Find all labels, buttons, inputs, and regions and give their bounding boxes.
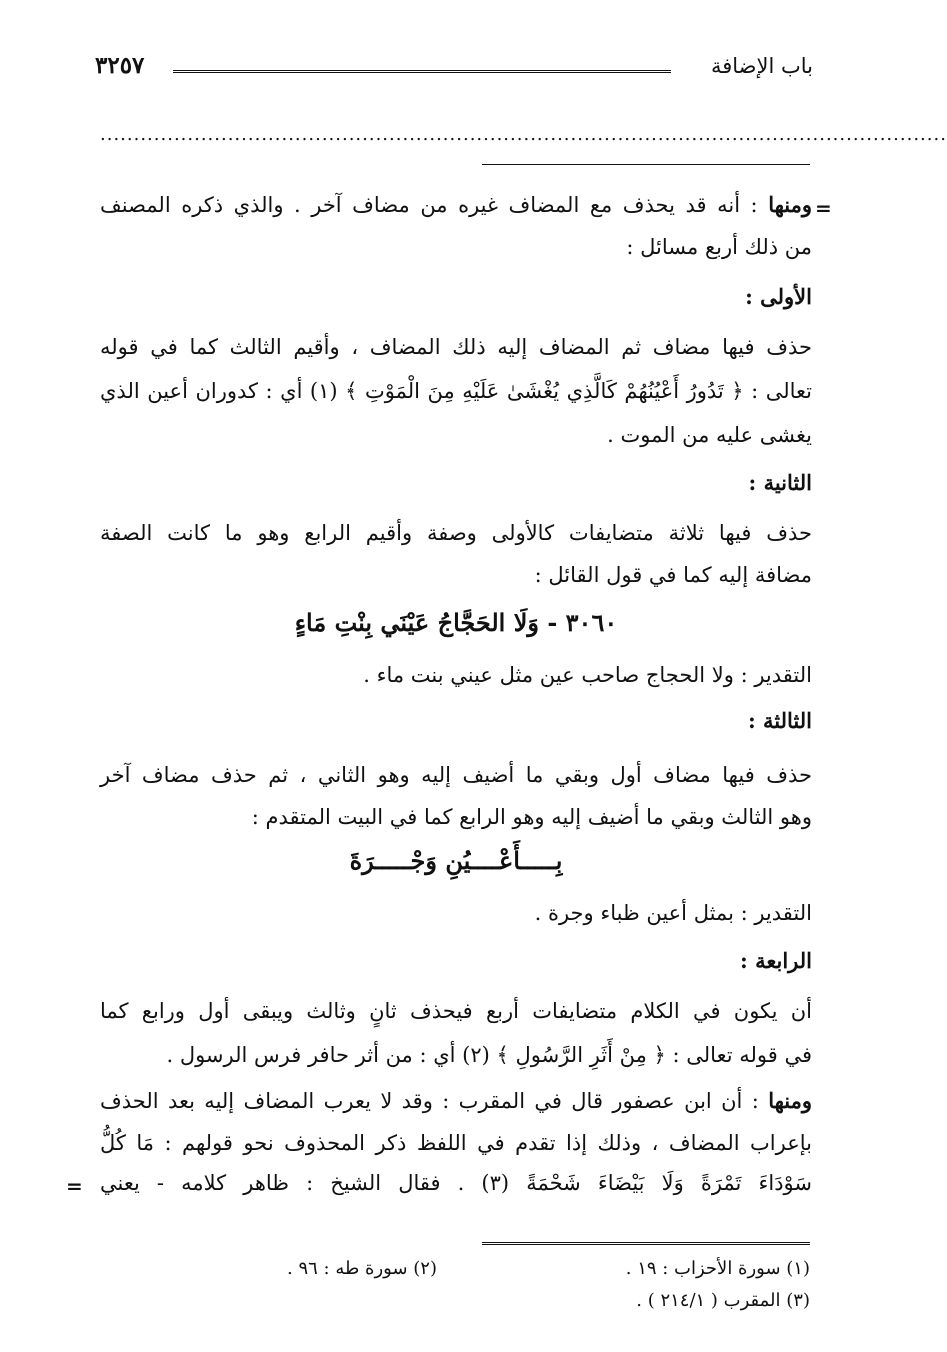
text-line: في قوله تعالى : ﴿ مِنْ أَثَرِ الرَّسُولِ ﴾ (٢) أي : من أثر حافر فرس الرسول .	[166, 1043, 812, 1067]
section-heading: الثالثة :	[747, 708, 812, 733]
separator-dots: ..............................................................................................................................	[100, 124, 947, 145]
section-heading: الثانية :	[748, 470, 812, 495]
text-line: وهو الثالث وبقي ما أضيف إليه وهو الرابع كما في البيت المتقدم :	[251, 805, 812, 829]
text-line: ومنها : أن ابن عصفور قال في المقرب : وقد لا يعرب المضاف إليه بعد الحذف	[100, 1088, 812, 1113]
text-line: ومنها : أنه قد يحذف مع المضاف غيره من مضاف آخر . والذي ذكره المصنف	[100, 192, 812, 217]
text-line: حذف فيها مضاف ثم المضاف إليه ذلك المضاف ، وأقيم الثالث كما في قوله	[100, 335, 812, 359]
section-heading: الأولى :	[745, 284, 812, 309]
poetry-fragment: بِـــــأَعْــــيُنِ وَجْـــــرَةَ	[349, 846, 563, 875]
text-line: أن يكون في الكلام متضايفات أربع فيحذف ثانٍ وثالث ويبقى أول ورابع كما	[100, 999, 812, 1023]
separator-rule	[482, 164, 810, 165]
text-line: تعالى : ﴿ تَدُورُ أَعْيُنُهُمْ كَالَّذِي يُغْشَىٰ عَلَيْهِ مِنَ الْمَوْتِ ﴾ (١) أي : كدوران أعين الذي	[100, 379, 812, 403]
text-line: التقدير : ولا الحجاج صاحب عين مثل عيني بنت ماء .	[363, 663, 812, 687]
text-line: حذف فيها مضاف أول وبقي ما أضيف إليه وهو الثاني ، ثم حذف مضاف آخر	[100, 763, 812, 787]
bold-lead: ومنها	[768, 1088, 812, 1113]
text-line: بإعراب المضاف ، وذلك إذا تقدم في اللفظ ذكر المحذوف نحو قولهم : مَا كُلُّ	[100, 1131, 812, 1155]
text-line: حذف فيها ثلاثة متضايفات كالأولى وصفة وأقيم الرابع وهو ما كانت الصفة	[100, 521, 812, 545]
text-line: سَوْدَاءَ تَمْرَةً وَلَا بَيْضَاءَ شَحْمَةً (٣) . فقال الشيخ : ظاهر كلامه - يعني	[100, 1171, 812, 1195]
poetry-verse: ٣٠٦٠ - وَلَا الحَجَّاجُ عَيْنَي بِنْتِ مَاءٍ	[294, 608, 618, 637]
text-line: التقدير : بمثل أعين ظباء وجرة .	[534, 901, 812, 925]
text-line: يغشى عليه من الموت .	[607, 423, 812, 447]
continuation-mark: =	[815, 196, 832, 220]
page-header	[95, 52, 813, 92]
chapter-title: باب الإضافة	[710, 54, 813, 78]
text-line: مضافة إليه كما في قول القائل :	[534, 563, 812, 587]
footnote-3: (٣) المقرب ( ٢١٤/١ ) .	[636, 1290, 810, 1311]
footnote-rule	[482, 1242, 810, 1245]
bold-lead: ومنها	[768, 192, 812, 217]
end-continuation-mark: =	[66, 1174, 83, 1198]
section-heading: الرابعة :	[740, 948, 812, 973]
body-text	[100, 188, 812, 1238]
text-line: من ذلك أربع مسائل :	[626, 235, 812, 259]
footnote-2: (٢) سورة طه : ٩٦ .	[287, 1258, 437, 1279]
header-rule	[173, 70, 671, 73]
page-number: ٣٢٥٧	[95, 52, 145, 79]
footnote-1: (١) سورة الأحزاب : ١٩ .	[625, 1258, 810, 1279]
